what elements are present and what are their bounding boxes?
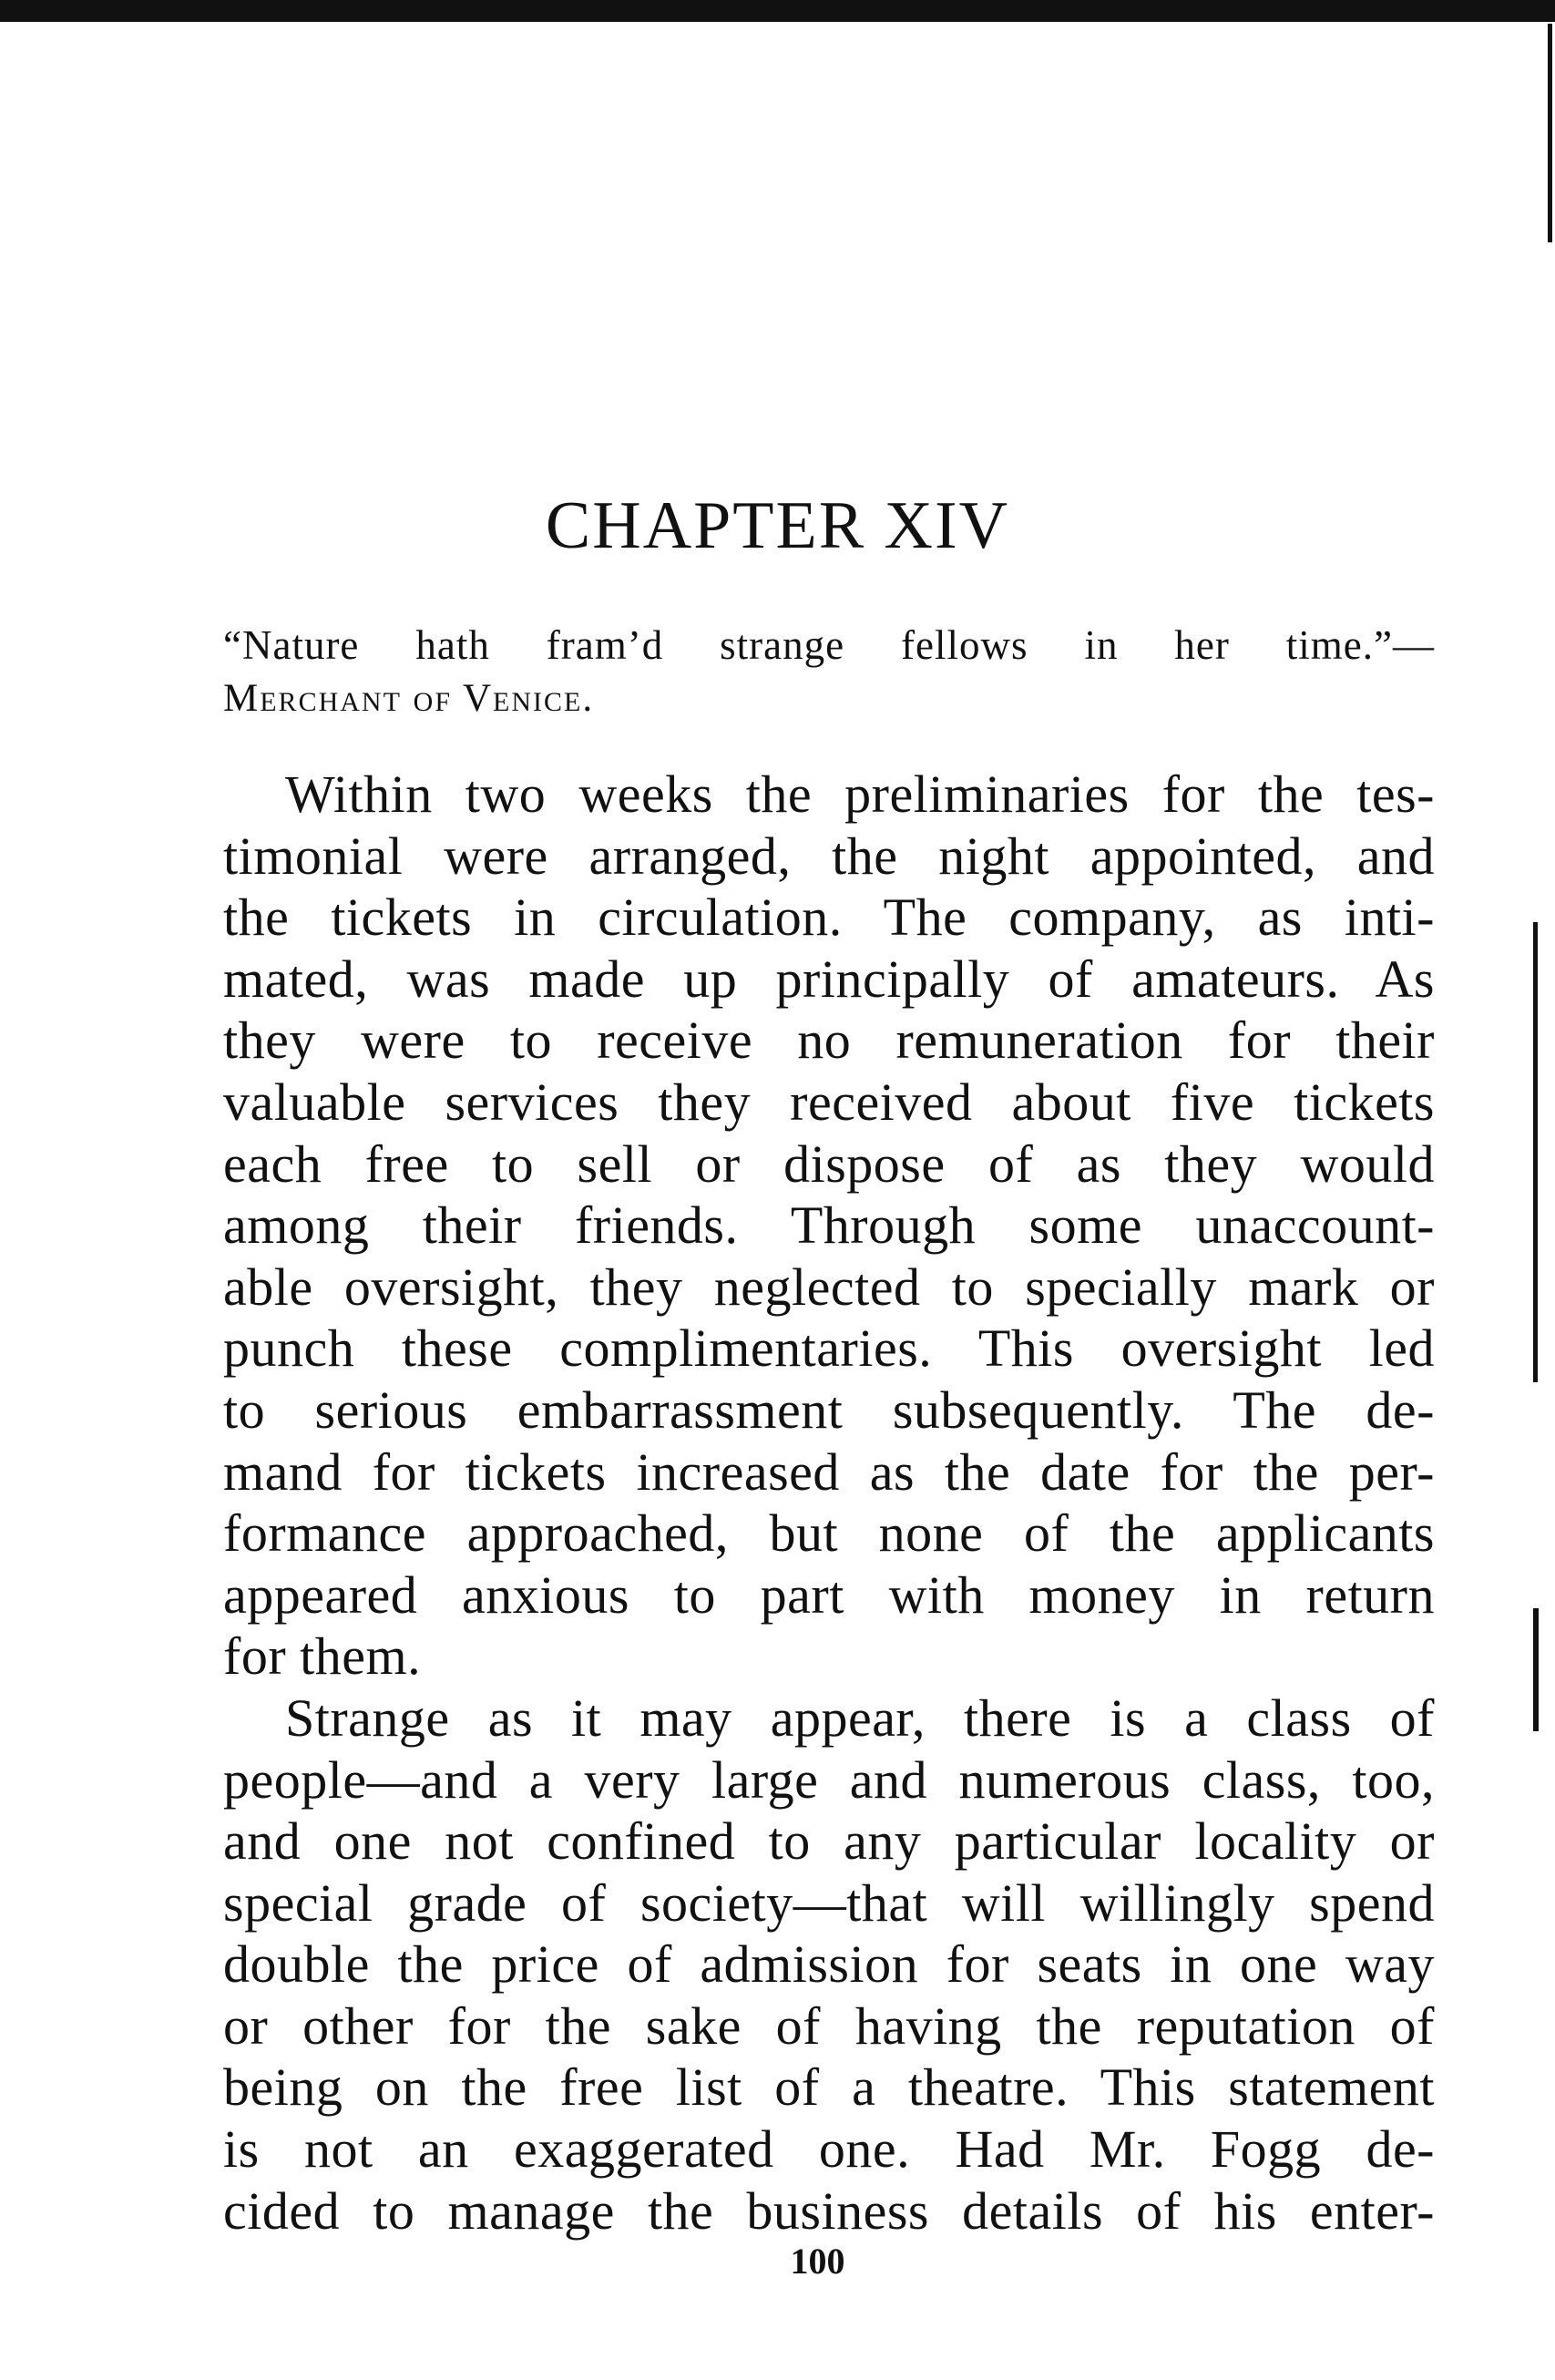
text-line: and one not confined to any particular locality or <box>223 1811 1435 1872</box>
chapter-title: CHAPTER XIV <box>545 488 1010 563</box>
text-line: is not an exaggerated one. Had Mr. Fogg de- <box>223 2119 1435 2180</box>
margin-mark <box>1533 922 1538 1382</box>
text-line: valuable services they received about five tickets <box>223 1072 1435 1132</box>
text-line: mand for tickets increased as the date for the per- <box>223 1441 1435 1502</box>
epigraph-quote: “Nature hath fram’d strange fellows in her time.”— <box>223 622 1435 668</box>
top-scan-border <box>0 0 1555 18</box>
epigraph-source: Merchant of Venice. <box>223 677 595 720</box>
text-line: timonial were arranged, the night appointed, and <box>223 826 1435 886</box>
text-line: mated, was made up principally of amateurs. As <box>223 949 1435 1009</box>
text-line: among their friends. Through some unaccount- <box>223 1195 1435 1256</box>
text-line: double the price of admission for seats in one way <box>223 1934 1435 1995</box>
text-line: people—and a very large and numerous class, too, <box>223 1749 1435 1810</box>
text-line: appeared anxious to part with money in return <box>223 1564 1435 1625</box>
text-line: or other for the sake of having the reputation of <box>223 1995 1435 2056</box>
text-line: to serious embarrassment subsequently. The de- <box>223 1380 1435 1440</box>
text-line: punch these complimentaries. This oversight led <box>223 1318 1435 1379</box>
text-line: able oversight, they neglected to specially mark or <box>223 1257 1435 1317</box>
text-line: being on the free list of a theatre. This statement <box>223 2057 1435 2118</box>
text-line: for them. <box>223 1626 422 1687</box>
right-scan-border <box>1548 24 1552 242</box>
text-line: formance approached, but none of the applicants <box>223 1503 1435 1564</box>
text-line: Within two weeks the preliminaries for the tes- <box>285 764 1435 824</box>
body-text <box>223 764 1435 2242</box>
text-line: each free to sell or dispose of as they would <box>223 1134 1435 1194</box>
text-line: they were to receive no remuneration for their <box>223 1010 1435 1071</box>
text-line: Strange as it may appear, there is a class of <box>285 1688 1435 1748</box>
margin-mark <box>1533 1608 1539 1731</box>
text-line: special grade of society—that will willingly spend <box>223 1872 1435 1933</box>
text-line: the tickets in circulation. The company, as inti- <box>223 887 1435 948</box>
text-line: cided to manage the business details of his enter- <box>223 2180 1435 2241</box>
top-scan-edge <box>0 18 1555 40</box>
page-number: 100 <box>790 2241 845 2282</box>
